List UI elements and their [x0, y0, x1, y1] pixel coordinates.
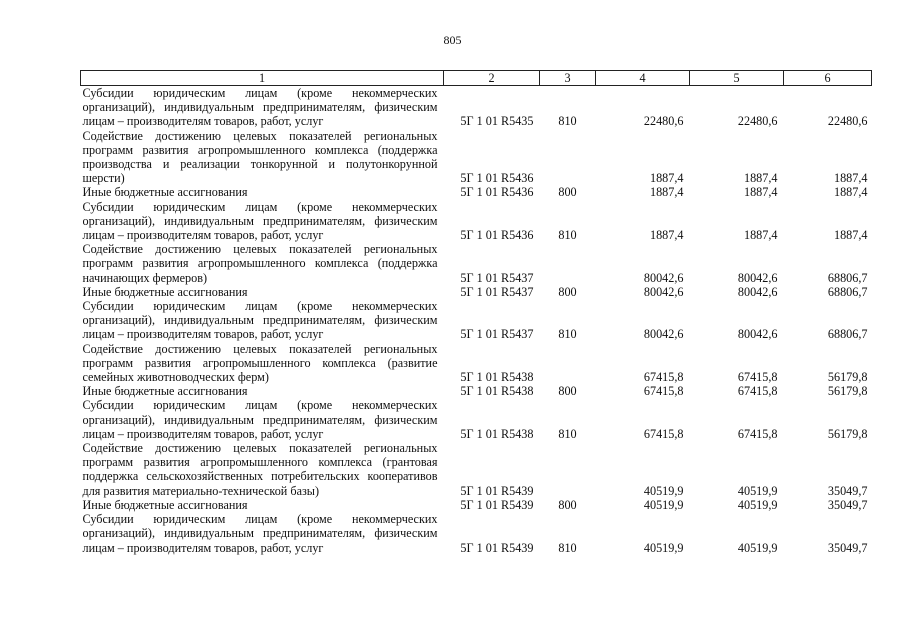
row-code-cell: 5Г 1 01 R5439	[460, 540, 534, 555]
header-col-2: 2	[444, 71, 540, 86]
row-name-cell: Содействие достижению целевых показателей региональных программ развития агропромышленного комплекса (поддержка начинающих фермеров)	[82, 242, 438, 285]
row-code-cell: 5Г 1 01 R5435	[460, 114, 534, 129]
row-name-cell: Содействие достижению целевых показателей региональных программ развития агропромышленного комплекса (развитие семейных животноводческих ферм)	[82, 341, 438, 385]
row-code-cell: 5Г 1 01 R5437	[460, 284, 534, 299]
row-code-cell: 5Г 1 01 R5439	[460, 483, 534, 498]
row-value-3-cell: 1887,4	[833, 185, 868, 200]
row-expense-type-cell: 800	[558, 384, 577, 399]
row-value-1-cell: 22480,6	[643, 114, 684, 129]
row-name-cell: Иные бюджетные ассигнования	[82, 284, 248, 299]
row-code-cell: 5Г 1 01 R5437	[460, 327, 534, 342]
row-value-1-cell: 40519,9	[643, 540, 684, 555]
row-name-cell: Иные бюджетные ассигнования	[82, 497, 248, 512]
row-expense-type-cell: 810	[558, 540, 577, 555]
table-row	[81, 200, 872, 243]
budget-table	[80, 70, 872, 555]
row-value-3-cell: 68806,7	[827, 270, 868, 285]
header-col-5: 5	[690, 71, 784, 86]
row-name-cell: Субсидии юридическим лицам (кроме некоммерческих организаций), индивидуальным предпринимателям, физическим лицам – производителям товаров, работ, услуг	[82, 86, 438, 129]
table-row	[81, 299, 872, 342]
table-row	[81, 185, 872, 199]
row-value-1-cell: 67415,8	[643, 370, 684, 385]
row-value-1-cell: 80042,6	[643, 270, 684, 285]
row-name-cell: Субсидии юридическим лицам (кроме некоммерческих организаций), индивидуальным предпринимателям, физическим лицам – производителям товаров, работ, услуг	[82, 398, 438, 441]
header-col-3: 3	[540, 71, 596, 86]
row-value-2-cell: 67415,8	[737, 384, 778, 399]
table-body	[81, 86, 872, 555]
row-value-3-cell: 68806,7	[827, 327, 868, 342]
row-value-3-cell: 22480,6	[827, 114, 868, 129]
table-row	[81, 129, 872, 186]
row-value-3-cell: 56179,8	[827, 384, 868, 399]
row-expense-type-cell	[540, 242, 596, 285]
row-value-3-cell: 1887,4	[833, 228, 868, 243]
row-code-cell: 5Г 1 01 R5439	[460, 497, 534, 512]
row-expense-type-cell: 800	[558, 185, 577, 200]
row-value-2-cell: 40519,9	[737, 540, 778, 555]
row-code-cell: 5Г 1 01 R5438	[460, 370, 534, 385]
row-code-cell: 5Г 1 01 R5436	[460, 228, 534, 243]
row-value-2-cell: 80042,6	[737, 284, 778, 299]
row-value-3-cell: 35049,7	[827, 497, 868, 512]
table-row	[81, 242, 872, 285]
row-value-1-cell: 1887,4	[649, 185, 684, 200]
row-expense-type-cell: 800	[558, 497, 577, 512]
table-row	[81, 441, 872, 498]
row-expense-type-cell: 800	[558, 284, 577, 299]
table-row	[81, 498, 872, 512]
table-header-row	[81, 71, 872, 86]
row-expense-type-cell	[540, 129, 596, 186]
row-value-3-cell: 56179,8	[827, 426, 868, 441]
row-value-3-cell: 56179,8	[827, 370, 868, 385]
row-value-1-cell: 40519,9	[643, 497, 684, 512]
row-expense-type-cell: 810	[558, 114, 577, 129]
table-row	[81, 285, 872, 299]
row-value-2-cell: 40519,9	[737, 483, 778, 498]
table-row	[81, 86, 872, 129]
header-col-4: 4	[596, 71, 690, 86]
row-name-cell: Иные бюджетные ассигнования	[82, 185, 248, 200]
row-name-cell: Содействие достижению целевых показателей региональных программ развития агропромышленного комплекса (грантовая поддержка сельскохозяйственных потребительских кооперативов для развития материально-технической базы)	[82, 441, 438, 498]
row-expense-type-cell: 810	[558, 228, 577, 243]
row-code-cell: 5Г 1 01 R5438	[460, 384, 534, 399]
row-value-3-cell: 68806,7	[827, 284, 868, 299]
row-value-1-cell: 67415,8	[643, 384, 684, 399]
table-row	[81, 384, 872, 398]
row-value-2-cell: 1887,4	[743, 228, 778, 243]
row-name-cell: Субсидии юридическим лицам (кроме некоммерческих организаций), индивидуальным предпринимателям, физическим лицам – производителям товаров, работ, услуг	[82, 199, 438, 243]
row-value-3-cell: 35049,7	[827, 540, 868, 555]
table-row	[81, 342, 872, 385]
row-value-1-cell: 67415,8	[643, 426, 684, 441]
row-expense-type-cell: 810	[558, 327, 577, 342]
row-value-1-cell: 80042,6	[643, 284, 684, 299]
row-code-cell: 5Г 1 01 R5437	[460, 270, 534, 285]
row-name-cell: Иные бюджетные ассигнования	[82, 384, 248, 399]
row-value-3-cell: 35049,7	[827, 483, 868, 498]
row-value-2-cell: 1887,4	[743, 171, 778, 186]
row-value-2-cell: 67415,8	[737, 370, 778, 385]
row-name-cell: Содействие достижению целевых показателей региональных программ развития агропромышленного комплекса (поддержка производства и реализации тонкорунной и полутонкорунной шерсти)	[82, 128, 438, 186]
row-value-1-cell: 80042,6	[643, 327, 684, 342]
row-name-cell: Субсидии юридическим лицам (кроме некоммерческих организаций), индивидуальным предпринимателям, физическим лицам – производителям товаров, работ, услуг	[82, 512, 438, 555]
row-expense-type-cell	[540, 441, 596, 498]
row-value-2-cell: 1887,4	[743, 185, 778, 200]
row-expense-type-cell	[540, 342, 596, 385]
table-row	[81, 512, 872, 555]
header-col-6: 6	[784, 71, 872, 86]
row-value-2-cell: 22480,6	[737, 114, 778, 129]
row-value-3-cell: 1887,4	[833, 171, 868, 186]
row-expense-type-cell: 810	[558, 426, 577, 441]
page-number: 805	[443, 33, 462, 47]
table-row	[81, 398, 872, 441]
row-value-1-cell: 40519,9	[643, 483, 684, 498]
row-value-1-cell: 1887,4	[649, 228, 684, 243]
header-col-1: 1	[81, 71, 444, 86]
row-code-cell: 5Г 1 01 R5436	[460, 185, 534, 200]
row-value-1-cell: 1887,4	[649, 171, 684, 186]
row-value-2-cell: 80042,6	[737, 327, 778, 342]
row-code-cell: 5Г 1 01 R5438	[460, 426, 534, 441]
row-value-2-cell: 80042,6	[737, 270, 778, 285]
row-value-2-cell: 67415,8	[737, 426, 778, 441]
row-code-cell: 5Г 1 01 R5436	[460, 171, 534, 186]
row-name-cell: Субсидии юридическим лицам (кроме некоммерческих организаций), индивидуальным предпринимателям, физическим лицам – производителям товаров, работ, услуг	[82, 299, 438, 342]
row-value-2-cell: 40519,9	[737, 497, 778, 512]
